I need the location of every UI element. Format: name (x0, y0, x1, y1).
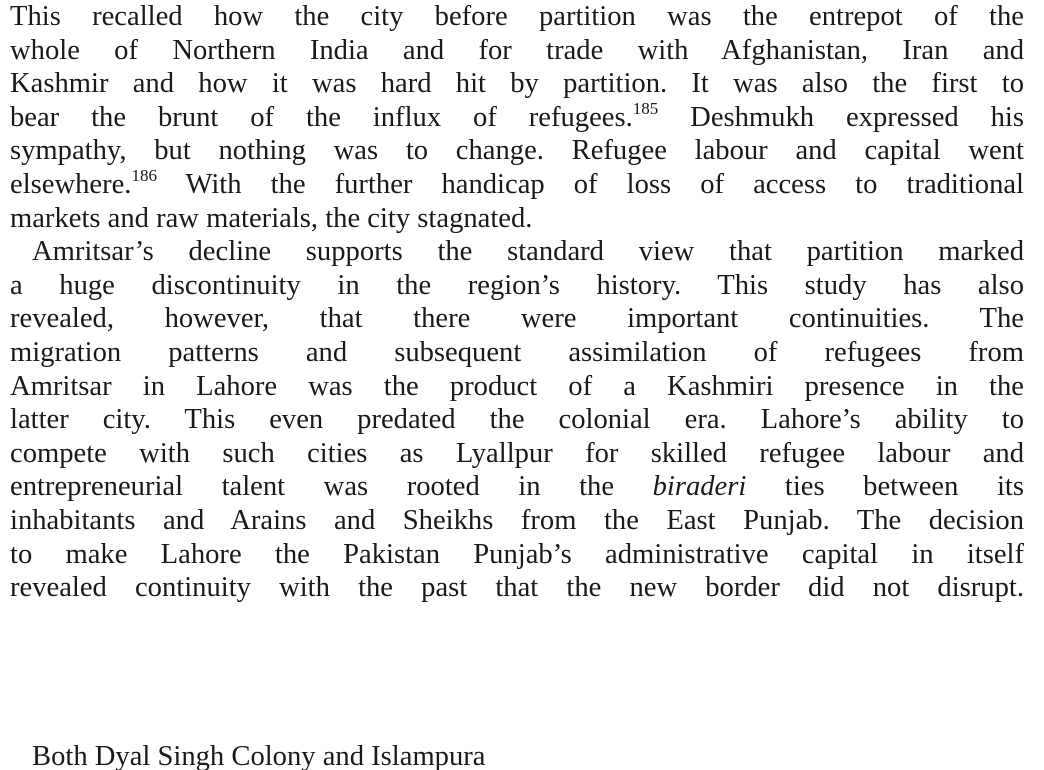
text-line: Both Dyal Singh Colony and Islampura (32, 741, 486, 770)
text-line: compete with such cities as Lyallpur for skilled refugee labour and (10, 437, 1024, 469)
text-line: latter city. This even predated the colonial era. Lahore’s ability to (10, 404, 1024, 436)
text-line: to make Lahore the Pakistan Punjab’s administrative capital in itself (10, 538, 1024, 570)
text-line: Amritsar in Lahore was the product of a Kashmiri presence in the (10, 370, 1024, 402)
text-line: Amritsar’s decline supports the standard view that partition marked (32, 236, 1024, 268)
document-body (10, 0, 1024, 605)
text-line: inhabitants and Arains and Sheikhs from the East Punjab. The decision (10, 504, 1024, 536)
text-segment: entrepreneurial talent was rooted in the (10, 471, 653, 503)
text-segment: elsewhere. (10, 168, 132, 200)
footnote-marker-186[interactable]: 186 (131, 165, 157, 185)
text-line: revealed, however, that there were important continuities. The (10, 303, 1024, 335)
paragraph-1 (10, 0, 1024, 235)
text-line: whole of Northern India and for trade with Afghanistan, Iran and (10, 34, 1024, 66)
text-line: This recalled how the city before partition was the entrepot of the (10, 1, 1024, 32)
text-line (10, 98, 1024, 135)
text-segment: Deshmukh expressed his (658, 101, 1024, 133)
text-line: Kashmir and how it was hard hit by partition. It was also the first to (10, 68, 1024, 100)
text-line: markets and raw materials, the city stagnated. (10, 202, 533, 234)
text-segment: ties between its (746, 471, 1024, 503)
text-line: revealed continuity with the past that the new border did not disrupt. (10, 572, 1024, 604)
text-line (10, 165, 1024, 202)
italic-term: biraderi (652, 471, 747, 503)
text-line (10, 470, 1024, 504)
text-segment: bear the brunt of the influx of refugees. (10, 101, 633, 133)
text-line: a huge discontinuity in the region’s history. This study has also (10, 269, 1024, 301)
partial-next-line (10, 740, 1024, 770)
paragraph-2 (10, 235, 1024, 605)
text-segment: With the further handicap of loss of access to traditional (156, 168, 1024, 200)
footnote-marker-185[interactable]: 185 (632, 98, 659, 118)
text-line: migration patterns and subsequent assimilation of refugees from (10, 336, 1024, 368)
text-line: sympathy, but nothing was to change. Refugee labour and capital went (10, 135, 1024, 167)
